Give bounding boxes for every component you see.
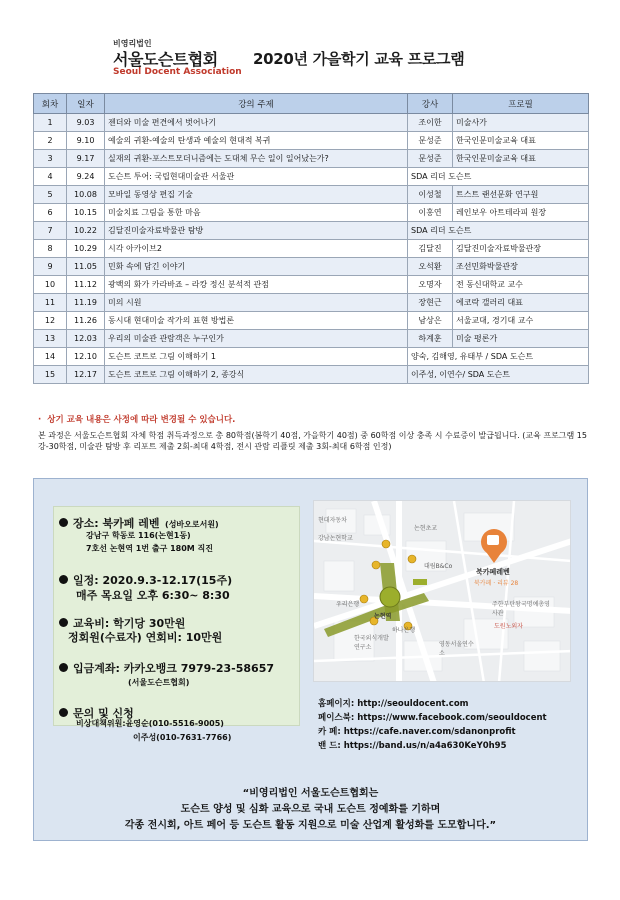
cell-date: 9.24 xyxy=(67,168,105,186)
bullet-icon xyxy=(59,663,68,672)
cell-topic: 광백의 화가 카라바죠 – 라캉 정신 분석적 관점 xyxy=(105,276,408,294)
account-holder: (서울도슨트협회) xyxy=(128,678,190,687)
cell-topic: 민화 속에 담긴 이야기 xyxy=(105,258,408,276)
notice-bullet: · xyxy=(38,415,42,425)
cell-lecturer: 양숙, 김해영, 유태부 / SDA 도슨트 xyxy=(408,348,589,366)
cell-topic: 미술치료 그림을 통한 마음 xyxy=(105,204,408,222)
map-label-office: 논현초교 xyxy=(414,525,438,532)
cell-lecturer: 남상은 xyxy=(408,312,453,330)
place-sub: (성바오로서원) xyxy=(165,520,219,529)
cell-profile: 에코락 갤러리 대표 xyxy=(453,294,589,312)
cell-lecturer: 오명자 xyxy=(408,276,453,294)
table-row xyxy=(34,258,589,276)
cell-no: 6 xyxy=(34,204,67,222)
map-label-bldg4: 한국외식개발연구소 xyxy=(354,635,389,651)
cell-lecturer: 장현근 xyxy=(408,294,453,312)
cell-date: 9.03 xyxy=(67,114,105,132)
map-label-bldg5: 하나은행 xyxy=(392,627,416,634)
cell-lecturer: 오석환 xyxy=(408,258,453,276)
cell-no: 15 xyxy=(34,366,67,384)
table-row xyxy=(34,186,589,204)
table-row xyxy=(34,240,589,258)
map-place-name: 북카페레벤 xyxy=(476,568,510,576)
cell-no: 12 xyxy=(34,312,67,330)
map-label-station: 논현역 xyxy=(374,613,392,620)
contact-2: 이주성(010-7631-7766) xyxy=(133,733,232,742)
location-map[interactable] xyxy=(313,500,571,682)
link-label: 밴 드 xyxy=(318,741,338,751)
schedule-table xyxy=(33,93,589,384)
cell-profile: 트스트 랜선문화 연구원 xyxy=(453,186,589,204)
header-no: 회차 xyxy=(34,94,67,114)
cell-topic: 시각 아카이브2 xyxy=(105,240,408,258)
table-row xyxy=(34,276,589,294)
cell-date: 10.29 xyxy=(67,240,105,258)
cell-date: 11.05 xyxy=(67,258,105,276)
course-info: 본 과정은 서울도슨트협회 자체 학점 취득과정으로 총 80학점(봄학기 40점, 가을학기 40점) 중 60학점 이상 충족 시 수료증이 발급됩니다. (교육 프로그램 15강-30학점, 미술관 탐방 후 리포트 제출 2회-최대 4학점, 전시 관람 리플릿 제출 3회-최대 6학점 인정) xyxy=(38,431,587,451)
map-label-bldg7: 주한부탄왕국명예총영사관 xyxy=(492,601,550,617)
fee-member: 정회원(수료자) 연회비: 10만원 xyxy=(68,631,223,644)
table-row xyxy=(34,348,589,366)
cell-date: 10.22 xyxy=(67,222,105,240)
cell-topic: 도슨트 코트로 그림 이해하기 1 xyxy=(105,348,408,366)
header xyxy=(113,38,553,80)
header-lecturer: 강사 xyxy=(408,94,453,114)
cell-date: 11.26 xyxy=(67,312,105,330)
link-label: 카 페 xyxy=(318,727,338,737)
schedule-item xyxy=(59,569,232,588)
table-row xyxy=(34,312,589,330)
map-label-bldg8: 도원노외자 xyxy=(494,623,523,630)
cell-no: 1 xyxy=(34,114,67,132)
cell-date: 12.03 xyxy=(67,330,105,348)
account-item xyxy=(59,657,274,676)
schedule-time: 매주 목요일 오후 6:30~ 8:30 xyxy=(76,589,230,602)
table-header-row xyxy=(34,94,589,114)
map-label-dept: 현대자동차 xyxy=(318,517,347,524)
cell-no: 7 xyxy=(34,222,67,240)
cell-lecturer: 문성준 xyxy=(408,150,453,168)
cell-topic: 동시대 현대미술 작가의 표현 방법론 xyxy=(105,312,408,330)
cell-no: 13 xyxy=(34,330,67,348)
map-label-bldg1: 대림B&Co xyxy=(424,563,453,570)
cell-lecturer: 이주성, 이연수/ SDA 도슨트 xyxy=(408,366,589,384)
link-row[interactable] xyxy=(318,711,547,725)
org-name: 서울도슨트협회 xyxy=(113,50,218,69)
cell-lecturer: 문성준 xyxy=(408,132,453,150)
quote-line-1: “비영리법인 서울도슨트협회는 xyxy=(242,788,379,799)
header-date: 일자 xyxy=(67,94,105,114)
map-label-bldg6: 영동서울연수소 xyxy=(439,641,474,657)
cell-topic: 미의 시원 xyxy=(105,294,408,312)
header-profile: 프로필 xyxy=(453,94,589,114)
cell-topic: 젠더와 미술 편견에서 벗어나기 xyxy=(105,114,408,132)
bullet-icon xyxy=(59,708,68,717)
cell-lecturer: SDA 리더 도슨트 xyxy=(408,168,589,186)
cell-lecturer: 조이한 xyxy=(408,114,453,132)
bullet-icon xyxy=(59,618,68,627)
fee-label: 교육비: 학기당 30만원 xyxy=(73,617,186,630)
cell-date: 11.12 xyxy=(67,276,105,294)
cell-no: 14 xyxy=(34,348,67,366)
cell-profile: 한국인문미술교육 대표 xyxy=(453,150,589,168)
cell-topic: 도슨트 코트로 그림 이해하기 2, 종강식 xyxy=(105,366,408,384)
cell-profile: 김달진미술자료박물관장 xyxy=(453,240,589,258)
table-body xyxy=(34,114,589,384)
cell-lecturer: 이홍연 xyxy=(408,204,453,222)
table-row xyxy=(34,114,589,132)
cell-date: 10.08 xyxy=(67,186,105,204)
cell-no: 3 xyxy=(34,150,67,168)
cell-date: 10.15 xyxy=(67,204,105,222)
mission-quote xyxy=(33,786,588,834)
cell-topic: 모바일 동영상 편집 기술 xyxy=(105,186,408,204)
cell-no: 8 xyxy=(34,240,67,258)
address-line-1: 강남구 학동로 116(논현1동) xyxy=(86,531,191,540)
cell-profile: 조선민화박물관장 xyxy=(453,258,589,276)
link-url[interactable]: : https://www.facebook.com/seouldocent xyxy=(350,713,547,723)
cell-date: 9.10 xyxy=(67,132,105,150)
org-name-en: Seoul Docent Association xyxy=(113,67,242,77)
cell-date: 12.17 xyxy=(67,366,105,384)
cell-date: 9.17 xyxy=(67,150,105,168)
table-row xyxy=(34,204,589,222)
notice xyxy=(38,413,235,425)
cell-lecturer: 김달진 xyxy=(408,240,453,258)
bullet-icon xyxy=(59,518,68,527)
quote-line-3: 각종 전시회, 아트 페어 등 도슨트 활동 지원으로 미술 산업계 활성화를 도모합니다.” xyxy=(124,820,497,831)
bullet-icon xyxy=(59,575,68,584)
cell-lecturer: 하계훈 xyxy=(408,330,453,348)
quote-line-2: 도슨트 양성 및 심화 교육으로 국내 도슨트 정예화를 기하며 xyxy=(180,804,441,815)
cell-no: 11 xyxy=(34,294,67,312)
notice-text: 상기 교육 내용은 사정에 따라 변경될 수 있습니다. xyxy=(47,415,236,425)
link-row[interactable] xyxy=(318,739,547,753)
cell-no: 5 xyxy=(34,186,67,204)
table-row xyxy=(34,150,589,168)
contact-1: 비상대책위원:윤영순(010-5516-9005) xyxy=(76,719,224,728)
link-row[interactable] xyxy=(318,697,547,711)
cell-topic: 우리의 미술관 관람객은 누구인가 xyxy=(105,330,408,348)
link-url[interactable]: : http://seouldocent.com xyxy=(350,699,469,709)
table-row xyxy=(34,294,589,312)
cell-date: 12.10 xyxy=(67,348,105,366)
cell-no: 9 xyxy=(34,258,67,276)
cell-lecturer: 이성철 xyxy=(408,186,453,204)
link-url[interactable]: : https://band.us/n/a4a630KeY0h95 xyxy=(337,741,507,751)
contact-label: 문의 및 신청 xyxy=(73,707,134,720)
schedule-label: 일정: 2020.9.3-12.17(15주) xyxy=(73,574,233,587)
table-row xyxy=(34,168,589,186)
contact-links xyxy=(318,697,547,753)
table-row xyxy=(34,132,589,150)
place-label: 장소: 북카페 레벤 xyxy=(73,517,160,530)
link-label: 페이스북 xyxy=(318,713,351,723)
cell-topic: 실재의 귀환-포스트모더니즘에는 도대체 무슨 일이 일어났는가? xyxy=(105,150,408,168)
cell-topic: 도슨트 투어: 국립현대미술관 서울관 xyxy=(105,168,408,186)
org-subtitle: 비영리법인 xyxy=(113,39,152,48)
cell-topic: 김달진미술자료박물관 탐방 xyxy=(105,222,408,240)
header-topic: 강의 주제 xyxy=(105,94,408,114)
cell-no: 10 xyxy=(34,276,67,294)
cell-profile: 미술사가 xyxy=(453,114,589,132)
cell-date: 11.19 xyxy=(67,294,105,312)
cell-no: 2 xyxy=(34,132,67,150)
map-label-school: 강남논현학교 xyxy=(318,535,353,542)
cell-profile: 서울교대, 경기대 교수 xyxy=(453,312,589,330)
link-row[interactable] xyxy=(318,725,547,739)
table-row xyxy=(34,366,589,384)
cell-profile: 한국인문미술교육 대표 xyxy=(453,132,589,150)
cell-no: 4 xyxy=(34,168,67,186)
account-label: 입금계좌: 카카오뱅크 7979-23-58657 xyxy=(73,662,275,675)
table-row xyxy=(34,222,589,240)
address-line-2: 7호선 논현역 1번 출구 180M 직진 xyxy=(86,544,213,553)
place-item xyxy=(59,512,219,531)
cell-profile: 레인보우 아트테라피 원장 xyxy=(453,204,589,222)
cell-profile: 전 동신대학교 교수 xyxy=(453,276,589,294)
link-label: 홈페이지 xyxy=(318,699,351,709)
cell-topic: 예술의 귀환-예술의 탄생과 예술의 현대적 복귀 xyxy=(105,132,408,150)
table-row xyxy=(34,330,589,348)
page-title: 2020년 가을학기 교육 프로그램 xyxy=(253,50,465,68)
cell-profile: 미술 평론가 xyxy=(453,330,589,348)
map-place-sub: 북카페 · 리뷰 28 xyxy=(474,580,519,587)
map-label-bldg2: 우리은행 xyxy=(336,601,360,608)
link-url[interactable]: : https://cafe.naver.com/sdanonprofit xyxy=(337,727,516,737)
cell-lecturer: SDA 리더 도슨트 xyxy=(408,222,589,240)
